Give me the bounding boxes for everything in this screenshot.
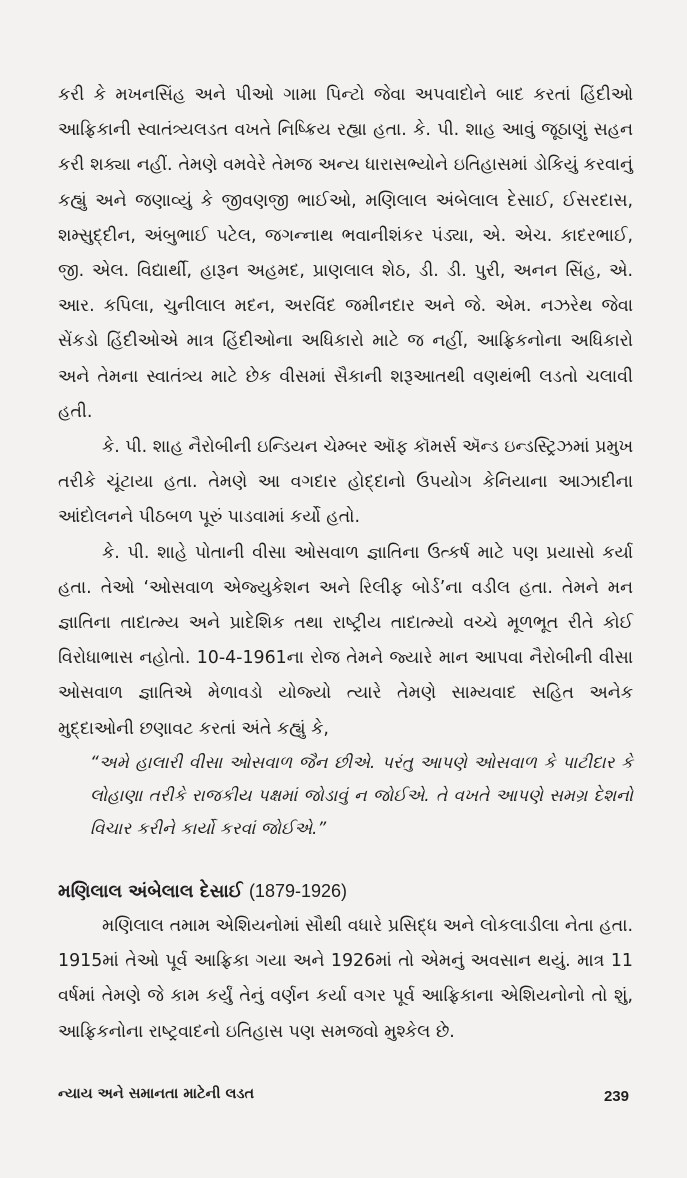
- paragraph-manilal: મણિલાલ તમામ એશિયનોમાં સૌથી વધારે પ્રસિદ્ધ અને લોકલાડીલા નેતા હતા. 1915માં તેઓ પૂર્વ આફ્રિકા ગયા અને 1926માં તો એમનું અવસાન થયું. માત્ર 11 વર્ષમાં તેમણે જે કામ કર્યું તેનું વર્ણન કર્યા વગર પૂર્વ આફ્રિકાના એશિયનોનો તો શું, આફ્રિકનોના રાષ્ટ્રવાદનો ઇતિહાસ પણ સમજવો મુશ્કેલ છે.: [58, 916, 633, 1042]
- section-heading-name: મણિલાલ અંબેલાલ દેસાઈ: [58, 880, 243, 902]
- paragraph-continuation: કરી કે મખનસિંહ અને પીઓ ગામા પિન્ટો જેવા અપવાદોને બાદ કરતાં હિંદીઓ આફ્રિકાની સ્વાતંત્ર્યલડત વખતે નિષ્ક્રિય રહ્યા હતા. કે. પી. શાહ આવું જૂઠાણું સહન કરી શક્યા નહીં. તેમણે વમવેરે તેમજ અન્ય ધારાસભ્યોને ઇતિહાસમાં ડોકિયું કરવાનું કહ્યું અને જણાવ્યું કે જીવણજી ભાઈઓ, મણિલાલ અંબેલાલ દેસાઈ, ઈસરદાસ, શમ્સુદ્દીન, અંબુભાઈ પટેલ, જગન્નાથ ભવાનીશંકર પંડ્યા, એ. એચ. કાદરભાઈ, જી. એલ. વિદ્યાર્થી, હારૂન અહમદ, પ્રાણલાલ શેઠ, ડી. ડી. પુરી, અનન સિંહ, એ. આર. કપિલા, ચુનીલાલ મદન, અરવિંદ જમીનદાર અને જે. એમ. નઝરેથ જેવા સેંકડો હિંદીઓએ માત્ર હિંદીઓના અધિકારો માટે જ નહીં, આફ્રિકનોના અધિકારો અને તેમના સ્વાતંત્ર્ય માટે છેક વીસમાં સૈકાની શરૂઆતથી વણથંભી લડતો ચલાવી હતી.: [58, 85, 633, 422]
- section-heading: [58, 874, 633, 909]
- page-body: [58, 78, 633, 1050]
- paragraph-chamber-of-commerce: કે. પી. શાહ નૈરોબીની ઇન્ડિયન ચેમ્બર ઑફ કૉમર્સ ઍન્ડ ઇન્ડસ્ટ્રિઝમાં પ્રમુખ તરીકે ચૂંટાયા હતા. તેમણે આ વગદાર હોદ્દાનો ઉપયોગ કેનિયાના આઝાદીના આંદોલનને પીઠબળ પૂરું પાડવામાં કર્યો હતો.: [58, 437, 633, 528]
- paragraph-oswal-community: કે. પી. શાહે પોતાની વીસા ઓસવાળ જ્ઞાતિના ઉત્કર્ષ માટે પણ પ્રયાસો કર્યા હતા. તેઓ ‘ઓસવાળ એજ્યુકેશન અને રિલીફ બોર્ડ’ના વડીલ હતા. તેમને મન જ્ઞાતિના તાદાત્મ્ય અને પ્રાદેશિક તથા રાષ્ટ્રીય તાદાત્મ્યો વચ્ચે મૂળભૂત રીતે કોઈ વિરોધાભાસ નહોતો. 10-4-1961ના રોજ તેમને જ્યારે માન આપવા નૈરોબીની વીસા ઓસવાળ જ્ઞાતિએ મેળાવડો યોજ્યો ત્યારે તેમણે સામ્યવાદ સહિત અનેક મુદ્દાઓની છણાવટ કરતાં અંતે કહ્યું કે,: [58, 542, 633, 739]
- section-heading-years: (1879-1926): [248, 880, 348, 901]
- block-quote: “અમે હાલારી વીસા ઓસવાળ જૈન છીએ. પરંતુ આપણે ઓસવાળ કે પાટીદાર કે લોહાણા તરીકે રાજકીય પક્ષમાં જોડાવું ન જોઈએ. તે વખતે આપણે સમગ્ર દેશનો વિચાર કરીને કાર્યો કરવાં જોઈએ.”: [90, 752, 633, 839]
- page-number: 239: [603, 1088, 629, 1105]
- running-footer-title: ન્યાય અને સમાનતા માટેની લડત: [58, 1086, 255, 1102]
